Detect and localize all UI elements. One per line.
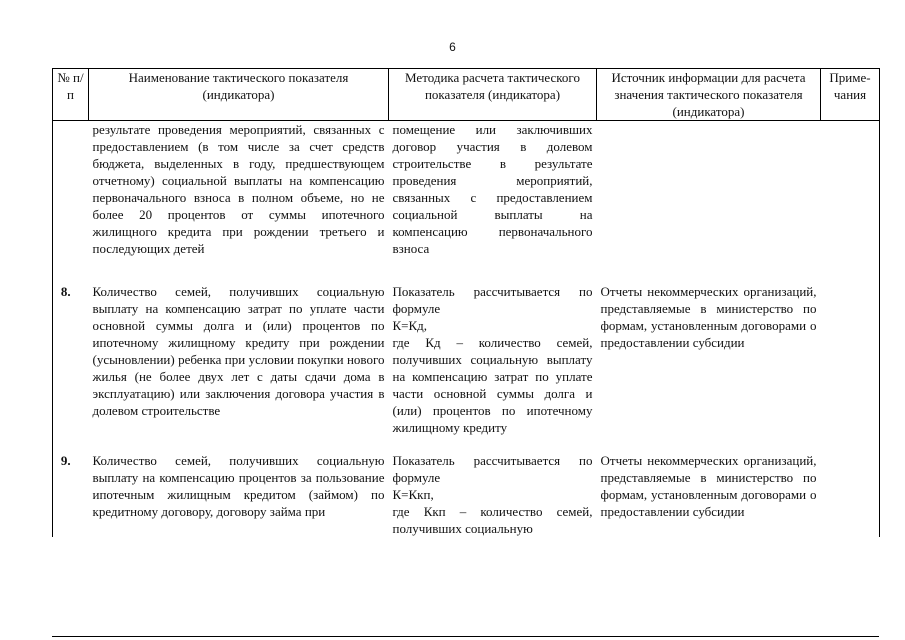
method-intro: Показатель рассчитывается по формуле [392, 453, 593, 485]
indicator-name: Количество семей, получивших социальную выплату на компенсацию процентов за пользование ипотечным жилищным кредитом (займом) по кредитному договору, договору займа при [92, 453, 385, 519]
header-method: Методика расчета тактического показателя (индикатора) [389, 69, 597, 121]
formula: К=Кд, [392, 318, 428, 333]
table-row-continued [53, 121, 880, 258]
row-number: 8. [53, 283, 89, 436]
continued-method: помещение или заключивших договор участия в долевом строительстве в результате проведения мероприятий, связанных с предоставлением социальной выплаты на компенсацию первоначального взноса [392, 122, 593, 256]
notes-cell [821, 283, 880, 436]
continued-name: результате проведения мероприятий, связанных с предоставлением (в том числе за счет средств бюджета, выделенных в году, предшествующем отчетному) социальной выплаты на компенсацию первоначального взноса в полном объеме, но не более 20 процентов от суммы ипотечного жилищного кредита при рождении третьего и последующих детей [92, 122, 385, 256]
header-num: № п/п [53, 69, 89, 121]
method-description: где Кд – количество семей, получивших социальную выплату на компенсацию затрат по уплате части основной суммы долга и (или) процентов по ипотечному жилищному кредиту [392, 335, 593, 435]
method-intro: Показатель рассчитывается по формуле [392, 284, 593, 316]
header-source: Источник информации для расчета значения тактического показателя (индикатора) [597, 69, 821, 121]
header-name: Наименование тактического показателя (индикатора) [89, 69, 389, 121]
indicator-name: Количество семей, получивших социальную выплату на компенсацию затрат по уплате части основной суммы долга и (или) процентов по ипотечному жилищному кредиту при рождении (усыновлении) ребенка при условии покупки нового жилья (не более двух лет с даты сдачи дома в эксплуатацию) или заключения договора участия в долевом строительстве [92, 284, 385, 418]
header-notes: Приме-чания [821, 69, 880, 121]
calculation-method [389, 283, 597, 436]
row-number: 9. [53, 452, 89, 537]
method-description: где Ккп – количество семей, получивших социальную [392, 504, 593, 536]
table-bottom-border [52, 636, 879, 637]
page-number: 6 [449, 40, 456, 54]
information-source: Отчеты некоммерческих организаций, представляемые в министерство по формам, установленным договорами о предоставлении субсидии [600, 453, 817, 519]
indicators-table [52, 68, 880, 537]
formula: К=Ккп, [392, 487, 434, 502]
information-source: Отчеты некоммерческих организаций, представляемые в министерство по формам, установленным договорами о предоставлении субсидии [600, 284, 817, 350]
calculation-method [389, 452, 597, 537]
table-header-row [53, 69, 880, 121]
table-row [53, 283, 880, 436]
table-row [53, 452, 880, 537]
notes-cell [821, 452, 880, 537]
